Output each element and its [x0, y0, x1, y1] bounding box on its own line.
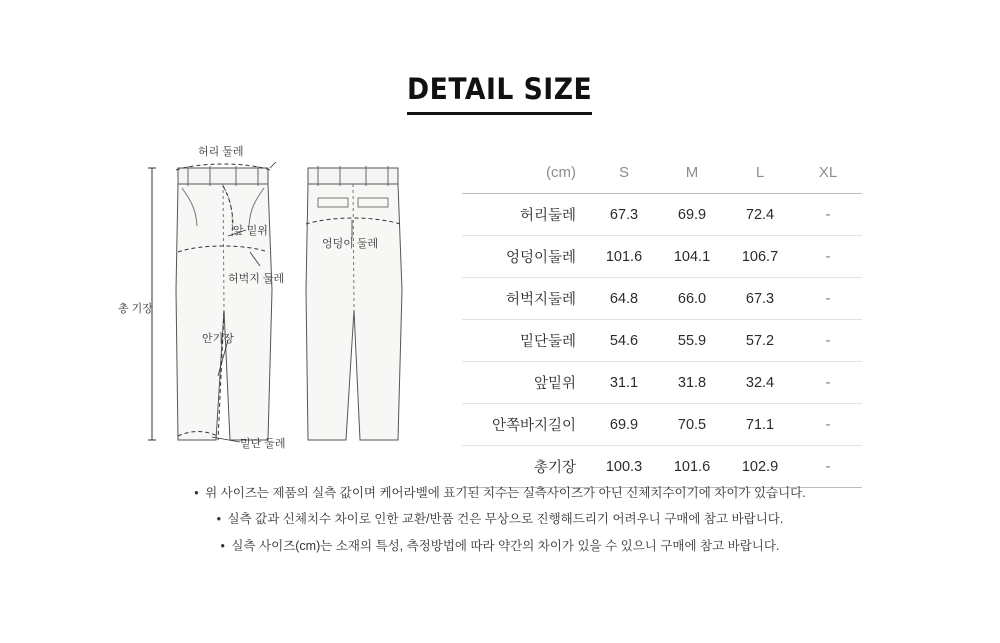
cell-m: 66.0: [677, 290, 707, 307]
cell-s: 101.6: [605, 248, 643, 265]
cell-xl: -: [825, 248, 831, 265]
note-item: [0, 480, 1000, 506]
cell-m: 31.8: [677, 374, 707, 391]
cell-l: 71.1: [745, 416, 775, 433]
cell-s: 64.8: [609, 290, 639, 307]
label-waist: 허리 둘레: [198, 146, 244, 158]
note-text: 실측 값과 신체치수 차이로 인한 교환/반품 건은 무상으로 진행해드리기 어려우니 구매에 참고 바랍니다.: [227, 512, 784, 527]
row-label: 총기장: [533, 460, 576, 476]
cell-s: 69.9: [609, 416, 639, 433]
label-front-rise: 앞 밑위: [233, 225, 268, 237]
row-label: 엉덩이둘레: [505, 250, 576, 266]
note-text: 위 사이즈는 제품의 실측 값이며 케어라벨에 표기된 치수는 실측사이즈가 아닌 신체치수이기에 차이가 있습니다.: [205, 486, 806, 500]
pants-diagram-svg: [100, 140, 460, 460]
cell-xl: -: [825, 458, 831, 475]
row-label: 허리둘레: [519, 208, 576, 224]
unit-header: (cm): [546, 164, 576, 181]
cell-l: 57.2: [745, 332, 775, 349]
cell-xl: -: [825, 416, 831, 433]
cell-s: 67.3: [609, 206, 639, 223]
table-row: [462, 320, 862, 362]
size-table: [462, 158, 862, 488]
size-table-container: [462, 158, 882, 488]
row-label: 허벅지둘레: [505, 292, 576, 308]
label-total-length: 총 기장: [118, 303, 153, 315]
pants-measurement-diagram: [100, 140, 460, 460]
bullet-icon: •: [220, 538, 225, 553]
label-inseam: 안기장: [202, 333, 234, 345]
column-header-s: S: [618, 164, 629, 181]
cell-l: 32.4: [745, 374, 775, 391]
table-row: [462, 278, 862, 320]
label-hem: 밑단 둘레: [240, 438, 286, 450]
row-label: 안쪽바지길이: [491, 418, 576, 434]
cell-l: 102.9: [741, 458, 779, 475]
bullet-icon: •: [216, 512, 222, 527]
column-header-m: M: [685, 164, 699, 181]
cell-s: 31.1: [609, 374, 639, 391]
cell-xl: -: [825, 290, 831, 307]
note-text: 실측 사이즈(cm)는 소재의 특성, 측정방법에 따라 약간의 차이가 있을 수 있으니 구매에 참고 바랍니다.: [231, 538, 780, 553]
cell-xl: -: [825, 332, 831, 349]
table-header-row: [462, 158, 862, 194]
note-item: [0, 506, 1000, 532]
cell-l: 67.3: [745, 290, 775, 307]
notes-section: [0, 480, 1000, 559]
cell-m: 101.6: [673, 458, 711, 475]
cell-m: 104.1: [673, 248, 711, 265]
cell-m: 69.9: [677, 206, 707, 223]
row-label: 앞밑위: [533, 376, 576, 392]
cell-l: 72.4: [745, 206, 775, 223]
table-row: [462, 194, 862, 236]
size-table-head: [462, 158, 862, 194]
note-item: [0, 533, 1000, 559]
label-thigh: 허벅지 둘레: [228, 273, 285, 285]
cell-xl: -: [825, 206, 831, 223]
table-row: [462, 236, 862, 278]
cell-l: 106.7: [741, 248, 779, 265]
row-label: 밑단둘레: [519, 334, 576, 350]
table-row: [462, 404, 862, 446]
bullet-icon: •: [194, 486, 199, 500]
size-table-body: [462, 194, 862, 488]
table-row: [462, 362, 862, 404]
cell-m: 70.5: [677, 416, 707, 433]
cell-s: 100.3: [605, 458, 643, 475]
cell-m: 55.9: [677, 332, 707, 349]
page-title-container: [0, 72, 1000, 115]
page-title: DETAIL SIZE: [407, 72, 592, 115]
column-header-l: L: [755, 164, 765, 181]
cell-s: 54.6: [609, 332, 639, 349]
column-header-xl: XL: [818, 164, 838, 181]
cell-xl: -: [825, 374, 831, 391]
label-hip: 엉덩이 둘레: [322, 238, 379, 250]
